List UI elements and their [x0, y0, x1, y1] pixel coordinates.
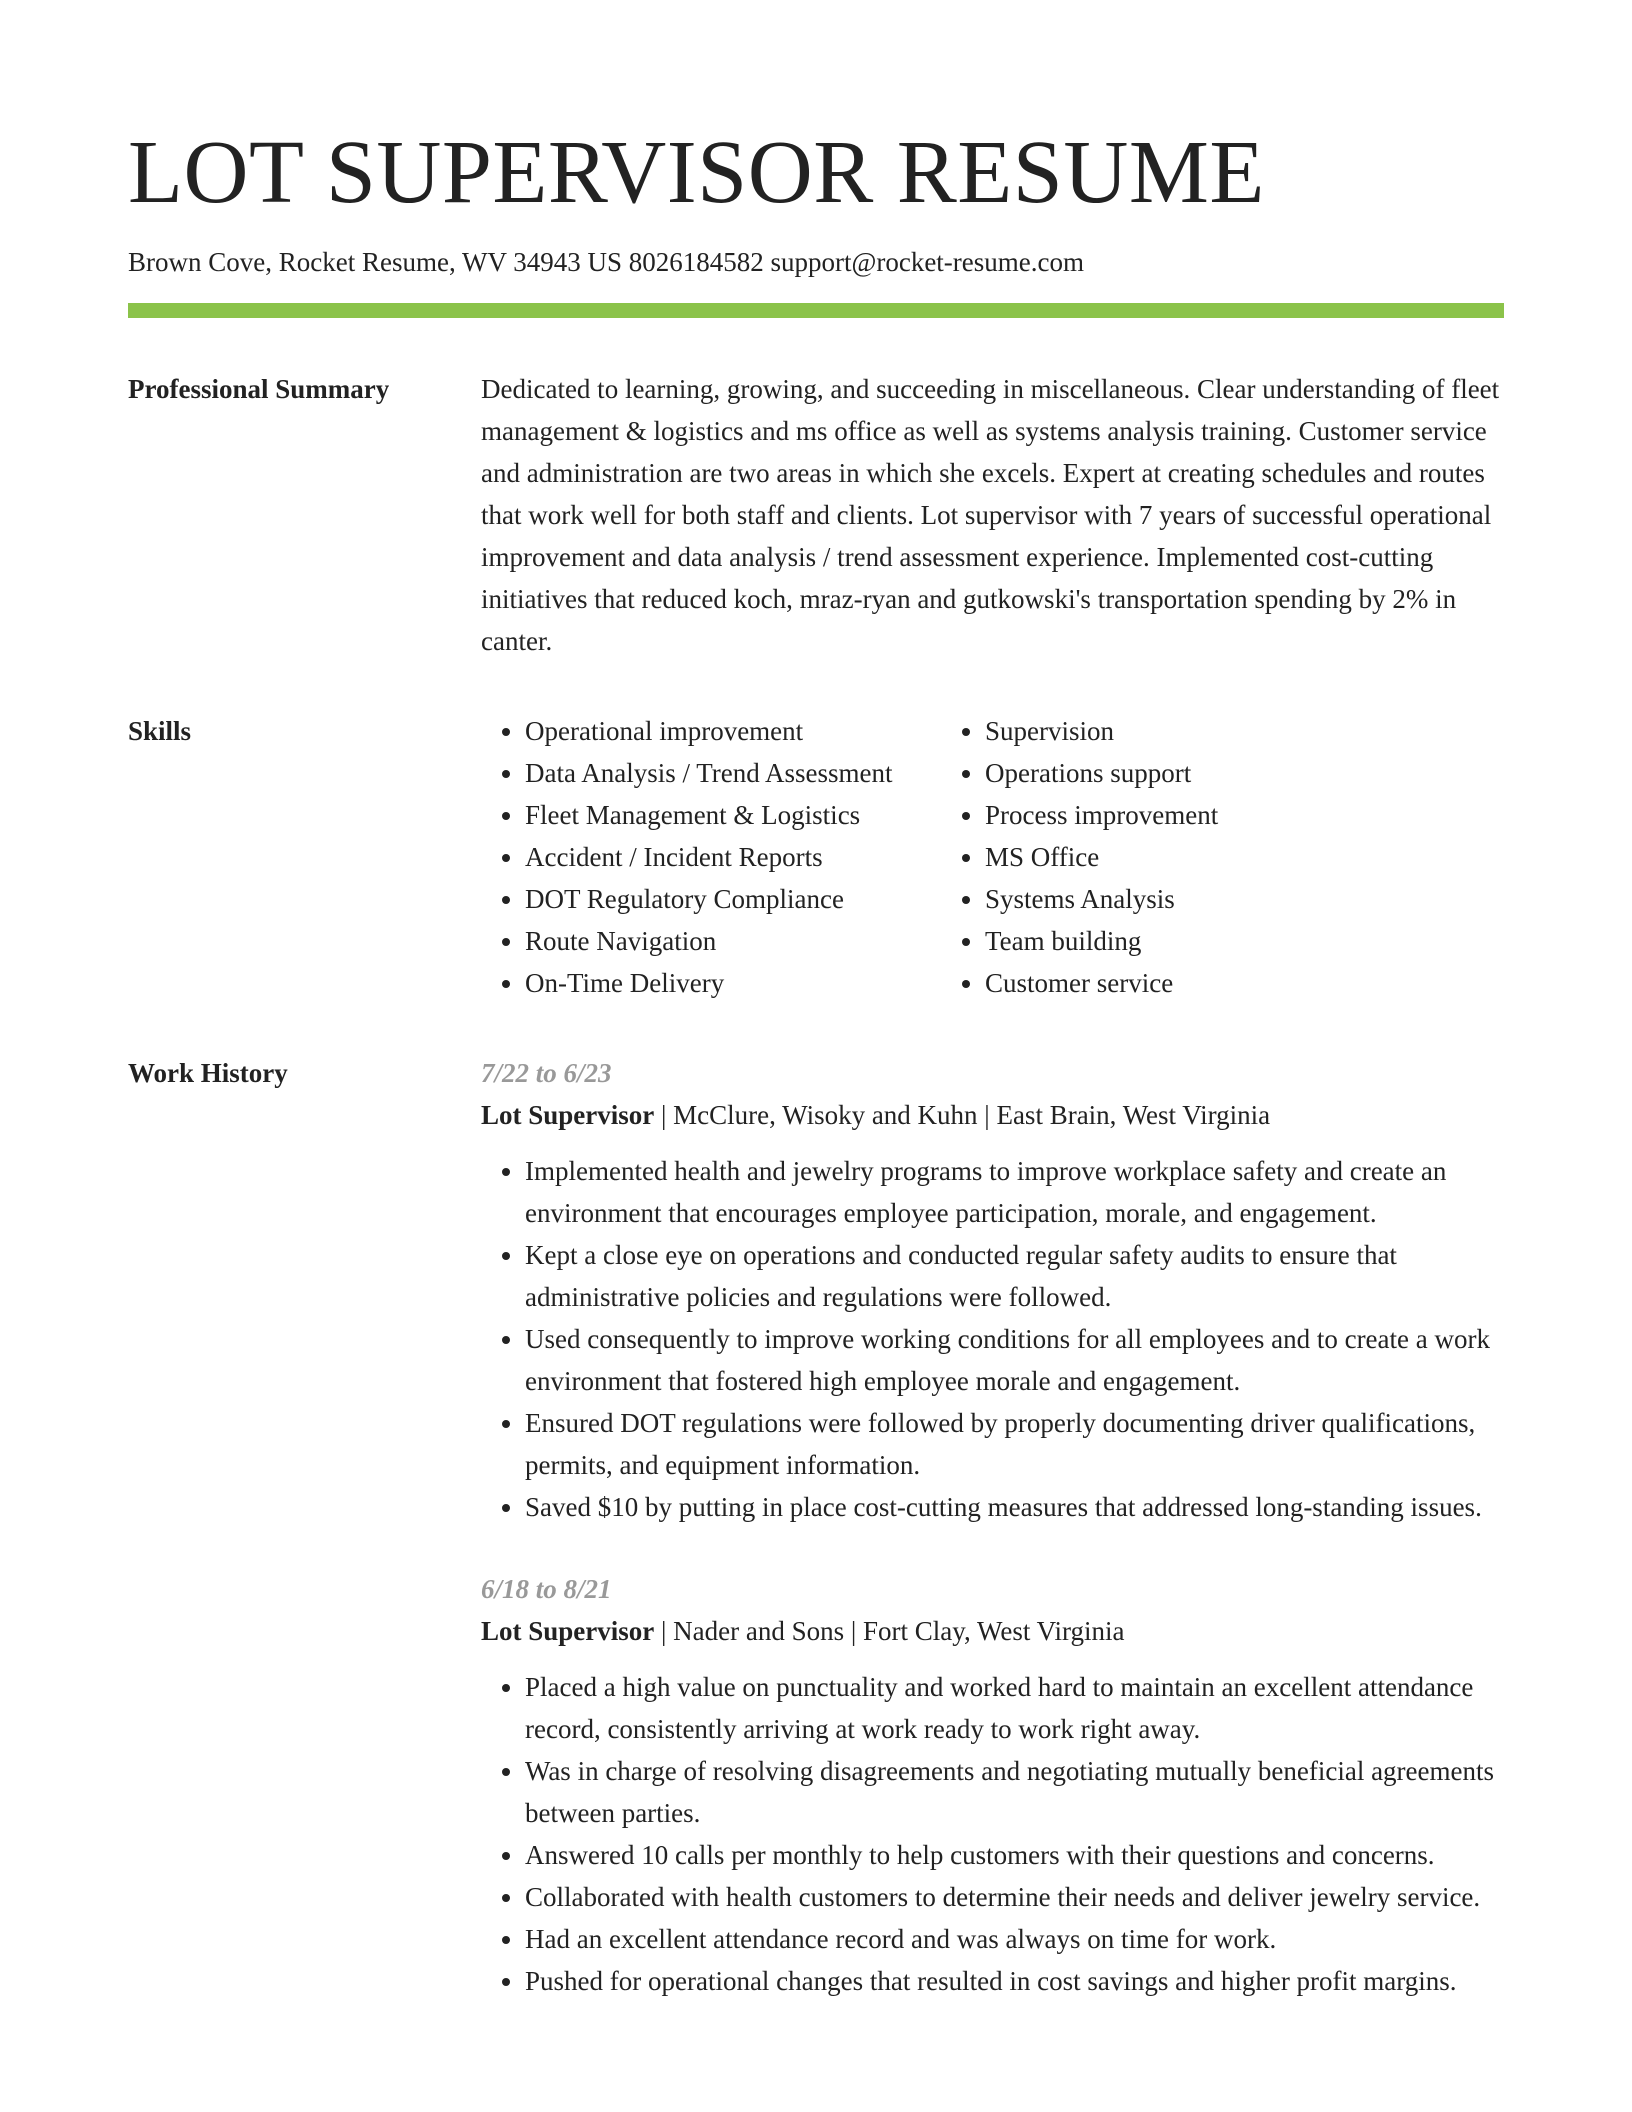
job-employer-location: | McClure, Wisoky and Kuhn | East Brain, West Virginia — [654, 1100, 1271, 1130]
skills-column-1 — [481, 710, 941, 1004]
skill-item: • Team building — [985, 920, 1504, 962]
contact-line: Brown Cove, Rocket Resume, WV 34943 US 8026184582 support@rocket-resume.com — [128, 247, 1084, 277]
skill-item: • On-Time Delivery — [525, 962, 941, 1004]
job-bullets — [481, 1150, 1504, 1528]
skill-item: • Supervision — [985, 710, 1504, 752]
work-history-content — [481, 1052, 1504, 2002]
accent-divider — [128, 303, 1504, 318]
summary-label: Professional Summary — [128, 374, 390, 404]
skills-list — [481, 710, 1504, 1004]
job-title: Lot Supervisor — [481, 1616, 655, 1646]
job-dates: 6/18 to 8/21 — [481, 1574, 612, 1604]
skill-item: • Systems Analysis — [985, 878, 1504, 920]
job-bullet: • Implemented health and jewelry programs to improve workplace safety and create an environment that encourages employee participation, morale, and engagement. — [525, 1150, 1504, 1234]
job-bullet: • Had an excellent attendance record and was always on time for work. — [525, 1918, 1504, 1960]
job-heading — [481, 1610, 1504, 1652]
job-bullet: • Collaborated with health customers to determine their needs and deliver jewelry service. — [525, 1876, 1504, 1918]
skill-item: • Operational improvement — [525, 710, 941, 752]
job-dates: 7/22 to 6/23 — [481, 1058, 612, 1088]
summary-text: Dedicated to learning, growing, and succeeding in miscellaneous. Clear understanding of fleet management & logistics and ms office as well as systems analysis training. Customer service and administration are two areas in which she excels. Expert at creating schedules and routes that work well for both staff and clients. Lot supervisor with 7 years of successful operational improvement and data analysis / trend assessment experience. Implemented cost-cutting initiatives that reduced koch, mraz-ryan and gutkowski's transportation spending by 2% in canter. — [481, 374, 1500, 656]
resume-title: LOT SUPERVISOR RESUME — [128, 123, 1265, 222]
job-bullet: • Pushed for operational changes that resulted in cost savings and higher profit margins. — [525, 1960, 1504, 2002]
skill-item: • Accident / Incident Reports — [525, 836, 941, 878]
job-entry — [481, 1568, 1504, 2002]
job-bullet: • Was in charge of resolving disagreements and negotiating mutually beneficial agreements between parties. — [525, 1750, 1504, 1834]
job-bullet: • Used consequently to improve working conditions for all employees and to create a work environment that fostered high employee morale and engagement. — [525, 1318, 1504, 1402]
skill-item: • Data Analysis / Trend Assessment — [525, 752, 941, 794]
skills-section — [128, 710, 1504, 1004]
skill-item: • DOT Regulatory Compliance — [525, 878, 941, 920]
job-bullet: • Placed a high value on punctuality and worked hard to maintain an excellent attendance record, consistently arriving at work ready to work right away. — [525, 1666, 1504, 1750]
work-history-label: Work History — [128, 1058, 288, 1088]
summary-section — [128, 368, 1504, 662]
job-bullet: • Answered 10 calls per monthly to help customers with their questions and concerns. — [525, 1834, 1504, 1876]
job-employer-location: | Nader and Sons | Fort Clay, West Virginia — [654, 1616, 1125, 1646]
job-heading — [481, 1094, 1504, 1136]
job-bullet: • Kept a close eye on operations and conducted regular safety audits to ensure that administrative policies and regulations were followed. — [525, 1234, 1504, 1318]
skill-item: • Process improvement — [985, 794, 1504, 836]
skill-item: • Fleet Management & Logistics — [525, 794, 941, 836]
skill-item: • Operations support — [985, 752, 1504, 794]
skills-column-2 — [941, 710, 1504, 1004]
job-bullet: • Saved $10 by putting in place cost-cutting measures that addressed long-standing issues. — [525, 1486, 1504, 1528]
work-history-section — [128, 1052, 1504, 2002]
skill-item: • Route Navigation — [525, 920, 941, 962]
job-bullets — [481, 1666, 1504, 2002]
job-title: Lot Supervisor — [481, 1100, 655, 1130]
job-bullet: • Ensured DOT regulations were followed by properly documenting driver qualifications, permits, and equipment information. — [525, 1402, 1504, 1486]
job-entry — [481, 1052, 1504, 1528]
skill-item: • MS Office — [985, 836, 1504, 878]
skill-item: • Customer service — [985, 962, 1504, 1004]
skills-label: Skills — [128, 716, 192, 746]
